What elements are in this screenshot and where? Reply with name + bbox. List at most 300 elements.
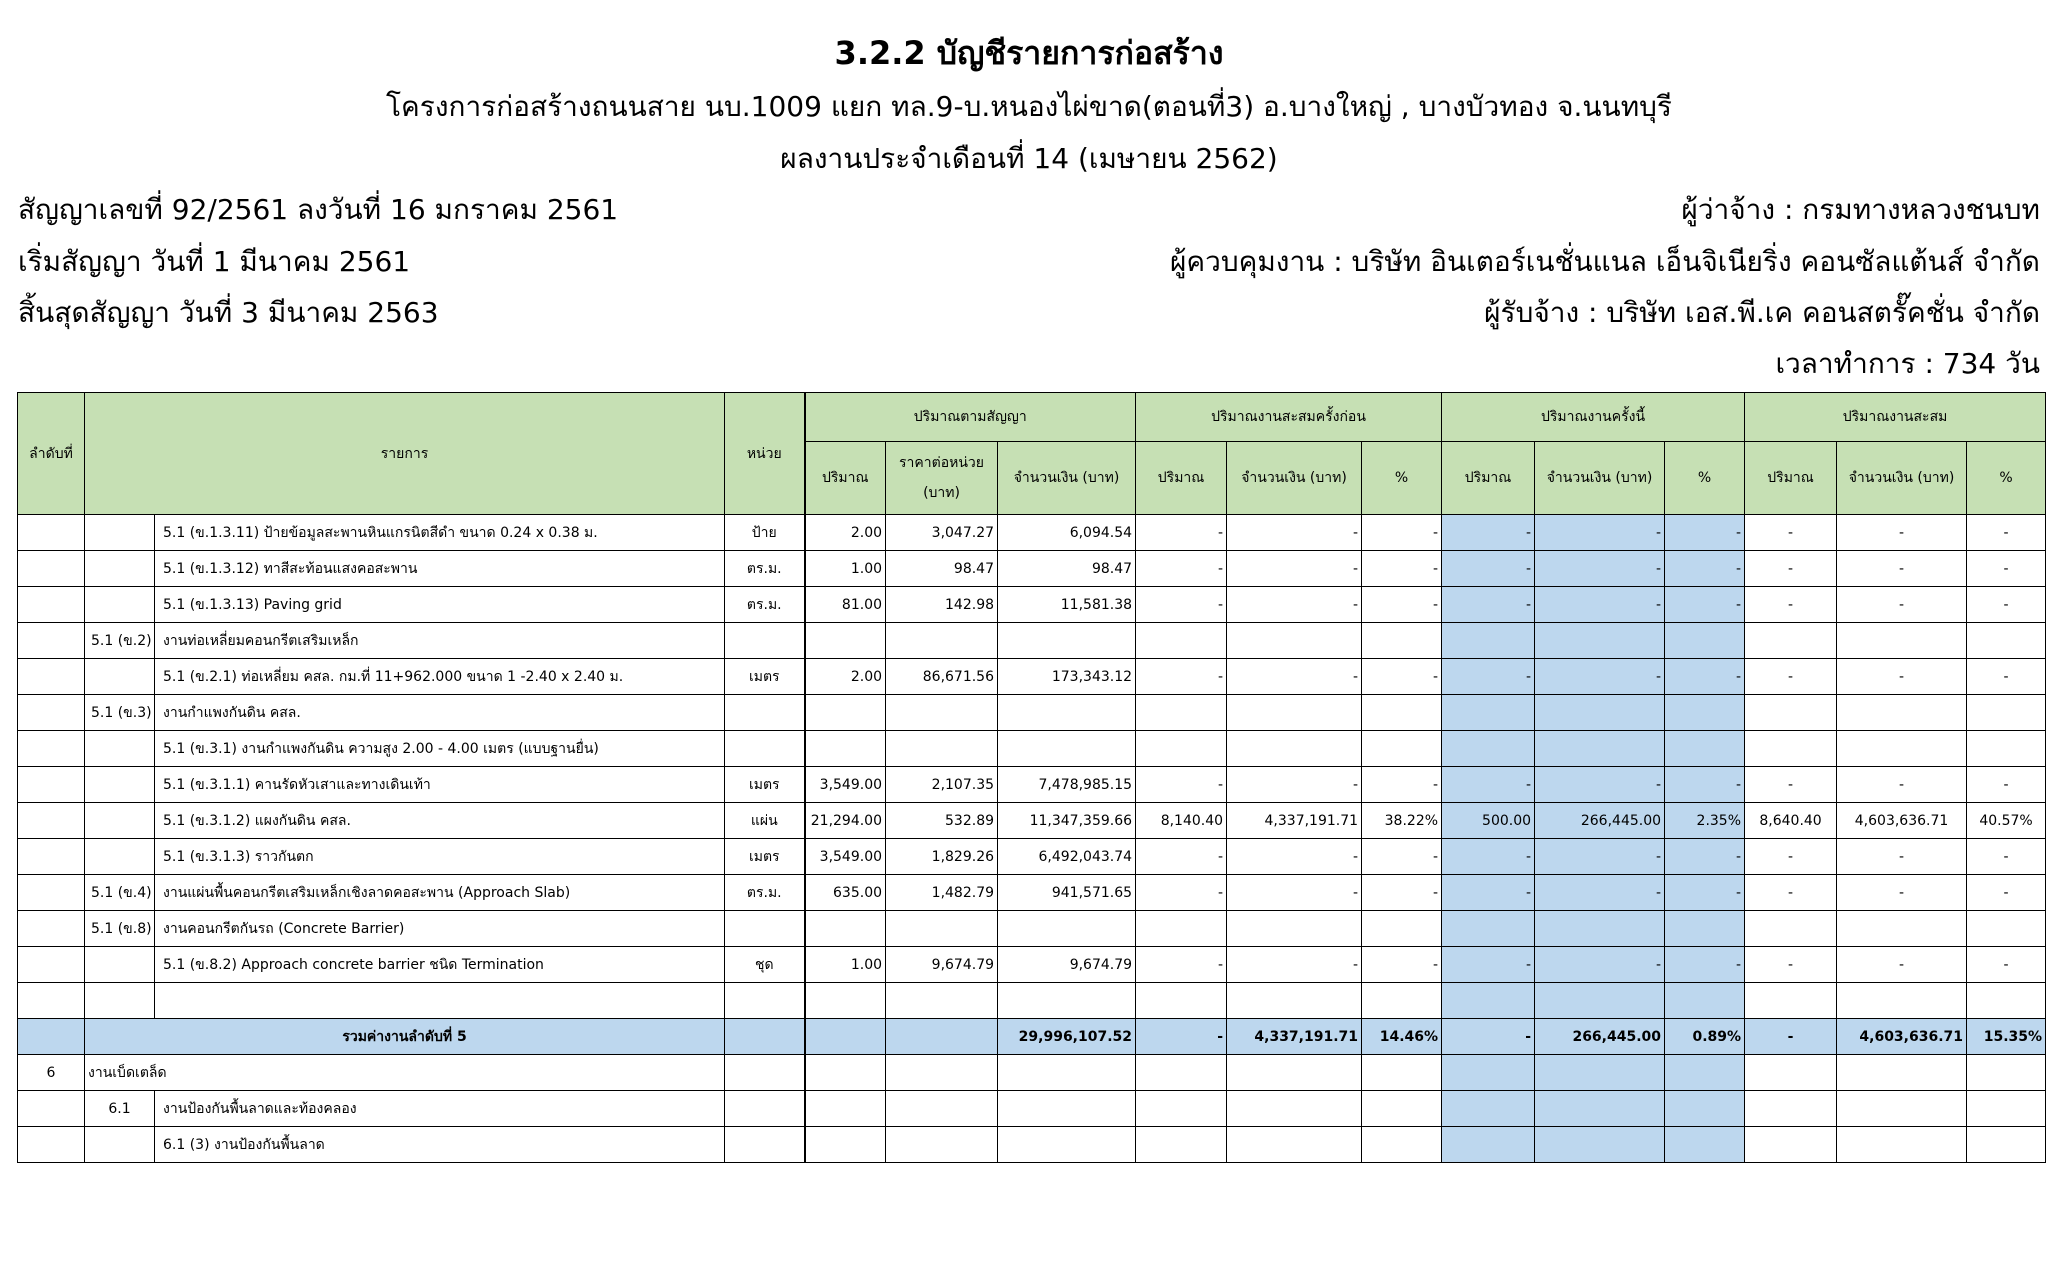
row-description: งานป้องกันพื้นลาดและท้องคลอง: [155, 1091, 725, 1127]
row-contract-qty: [805, 911, 886, 947]
row-prev-amount: -: [1227, 551, 1362, 587]
row-cell: [1442, 1055, 1535, 1091]
row-description: 5.1 (ข.8.2) Approach concrete barrier ชนิด Termination: [155, 947, 725, 983]
row-prev-qty: -: [1136, 875, 1227, 911]
row-description: [155, 983, 725, 1019]
row-this-amount: -: [1535, 551, 1665, 587]
col-group-cumulative: ปริมาณงานสะสม: [1745, 393, 2046, 442]
row-cum-amount: -: [1837, 839, 1967, 875]
row-description: 5.1 (ข.3.1.3) ราวกันตก: [155, 839, 725, 875]
row-cell: [1442, 1091, 1535, 1127]
row-seq: [18, 659, 85, 695]
row-cell: [1837, 1055, 1967, 1091]
col-prev-pct: %: [1362, 442, 1442, 515]
row-this-amount: -: [1535, 659, 1665, 695]
row-unit-price: 532.89: [886, 803, 998, 839]
row-prev-pct: -: [1362, 659, 1442, 695]
row-description: 5.1 (ข.2.1) ท่อเหลี่ยม คสล. กม.ที่ 11+962.000 ขนาด 1 -2.40 x 2.40 ม.: [155, 659, 725, 695]
row-contract-amount: 173,343.12: [998, 659, 1136, 695]
row-this-pct: [1665, 731, 1745, 767]
row-description: 5.1 (ข.1.3.11) ป้ายข้อมูลสะพานหินแกรนิตสีดำ ขนาด 0.24 x 0.38 ม.: [155, 515, 725, 551]
row-unit: ตร.ม.: [725, 551, 805, 587]
row-description: 5.1 (ข.1.3.12) ทาสีสะท้อนแสงคอสะพาน: [155, 551, 725, 587]
row-this-qty: -: [1442, 875, 1535, 911]
row-cum-amount: [1837, 731, 1967, 767]
total-t-pct: 0.89%: [1665, 1019, 1745, 1055]
row-seq: [18, 767, 85, 803]
row-prev-pct: [1362, 983, 1442, 1019]
row-this-qty: 500.00: [1442, 803, 1535, 839]
row-contract-qty: 2.00: [805, 659, 886, 695]
row-contract-qty: 81.00: [805, 587, 886, 623]
row-unit-price: 2,107.35: [886, 767, 998, 803]
row-unit-price: 1,829.26: [886, 839, 998, 875]
row-cell: [805, 1055, 886, 1091]
row-prev-pct: [1362, 911, 1442, 947]
total-cell: [805, 1019, 886, 1055]
table-row: [18, 515, 2046, 551]
row-description: งานกำแพงกันดิน คสล.: [155, 695, 725, 731]
construction-items-table: [17, 392, 2046, 1163]
row-cum-pct: -: [1967, 839, 2046, 875]
row-this-pct: -: [1665, 659, 1745, 695]
row-this-qty: [1442, 695, 1535, 731]
row-this-pct: 2.35%: [1665, 803, 1745, 839]
row-cell: [1362, 1055, 1442, 1091]
row-description: 5.1 (ข.3.1.1) คานรัดหัวเสาและทางเดินเท้า: [155, 767, 725, 803]
row-prev-pct: -: [1362, 947, 1442, 983]
row-seq: [18, 587, 85, 623]
table-row: [18, 911, 2046, 947]
row-cum-pct: -: [1967, 587, 2046, 623]
row-seq: [18, 875, 85, 911]
row-prev-amount: 4,337,191.71: [1227, 803, 1362, 839]
row-unit: แผ่น: [725, 803, 805, 839]
row-contract-amount: [998, 695, 1136, 731]
row-cell: [998, 1055, 1136, 1091]
row-prev-amount: -: [1227, 515, 1362, 551]
row-contract-amount: 11,347,359.66: [998, 803, 1136, 839]
total-amount: 29,996,107.52: [998, 1019, 1136, 1055]
row-contract-qty: 21,294.00: [805, 803, 886, 839]
total-p-amt: 4,337,191.71: [1227, 1019, 1362, 1055]
total-label: รวมค่างานลำดับที่ 5: [85, 1019, 725, 1055]
row-code: 5.1 (ข.2): [85, 623, 155, 659]
row-cell: [1442, 1127, 1535, 1163]
row-cum-pct: [1967, 731, 2046, 767]
row-prev-pct: -: [1362, 587, 1442, 623]
row-contract-amount: 6,094.54: [998, 515, 1136, 551]
row-prev-pct: -: [1362, 839, 1442, 875]
row-contract-qty: [805, 731, 886, 767]
project-name: โครงการก่อสร้างถนนสาย นบ.1009 แยก ทล.9-บ.หนองไผ่ขาด(ตอนที่3) อ.บางใหญ่ , บางบัวทอง จ.นนทบุรี: [386, 90, 1672, 123]
row-description: 6.1 (3) งานป้องกันพื้นลาด: [155, 1127, 725, 1163]
row-code: [85, 803, 155, 839]
row-contract-amount: 7,478,985.15: [998, 767, 1136, 803]
row-unit-price: [886, 983, 998, 1019]
row-cum-qty: -: [1745, 947, 1837, 983]
row-contract-amount: [998, 911, 1136, 947]
row-prev-qty: 8,140.40: [1136, 803, 1227, 839]
row-cell: [805, 1091, 886, 1127]
total-c-amt: 4,603,636.71: [1837, 1019, 1967, 1055]
contract-end: สิ้นสุดสัญญา วันที่ 3 มีนาคม 2563: [18, 296, 439, 329]
row-prev-qty: [1136, 623, 1227, 659]
row-cum-qty: -: [1745, 875, 1837, 911]
row-code: [85, 731, 155, 767]
row-contract-amount: [998, 731, 1136, 767]
row-cum-qty: -: [1745, 515, 1837, 551]
table-row: [18, 983, 2046, 1019]
row-seq: 6: [18, 1055, 85, 1091]
row-this-pct: [1665, 695, 1745, 731]
row-contract-qty: 3,549.00: [805, 767, 886, 803]
row-this-qty: [1442, 911, 1535, 947]
col-contract-qty: ปริมาณ: [805, 442, 886, 515]
col-item-header: รายการ: [85, 393, 725, 515]
row-this-qty: -: [1442, 551, 1535, 587]
row-prev-amount: -: [1227, 839, 1362, 875]
row-seq: [18, 983, 85, 1019]
col-group-this-period: ปริมาณงานครั้งนี้: [1442, 393, 1745, 442]
col-cum-pct: %: [1967, 442, 2046, 515]
row-prev-qty: -: [1136, 659, 1227, 695]
row-cum-qty: [1745, 983, 1837, 1019]
row-this-qty: -: [1442, 587, 1535, 623]
row-description: 5.1 (ข.3.1.2) แผงกันดิน คสล.: [155, 803, 725, 839]
row-unit: ตร.ม.: [725, 875, 805, 911]
row-this-pct: [1665, 623, 1745, 659]
table-row: [18, 803, 2046, 839]
table-row: [18, 1091, 2046, 1127]
row-unit: เมตร: [725, 767, 805, 803]
table-row: [18, 623, 2046, 659]
row-cum-pct: -: [1967, 947, 2046, 983]
contract-start: เริ่มสัญญา วันที่ 1 มีนาคม 2561: [18, 245, 411, 278]
row-contract-qty: 1.00: [805, 947, 886, 983]
supervisor: ผู้ควบคุมงาน : บริษัท อินเตอร์เนชั่นแนล เอ็นจิเนียริ่ง คอนซัลแต้นส์ จำกัด: [1169, 245, 2040, 278]
col-prev-amount: จำนวนเงิน (บาท): [1227, 442, 1362, 515]
col-seq-header: ลำดับที่: [18, 393, 85, 515]
row-cell: [886, 1127, 998, 1163]
row-contract-amount: [998, 623, 1136, 659]
row-unit-price: 3,047.27: [886, 515, 998, 551]
row-this-amount: [1535, 983, 1665, 1019]
row-contract-qty: 635.00: [805, 875, 886, 911]
row-cum-qty: -: [1745, 551, 1837, 587]
row-unit: [725, 983, 805, 1019]
row-cell: [805, 1127, 886, 1163]
row-this-qty: -: [1442, 767, 1535, 803]
row-contract-amount: 98.47: [998, 551, 1136, 587]
row-cum-pct: [1967, 695, 2046, 731]
col-unit-header: หน่วย: [725, 393, 805, 515]
col-contract-amount: จำนวนเงิน (บาท): [998, 442, 1136, 515]
row-cum-pct: -: [1967, 659, 2046, 695]
row-cell: [1362, 1127, 1442, 1163]
row-this-qty: -: [1442, 515, 1535, 551]
row-code: 5.1 (ข.4): [85, 875, 155, 911]
row-this-amount: -: [1535, 947, 1665, 983]
row-cum-pct: -: [1967, 551, 2046, 587]
row-cum-amount: [1837, 983, 1967, 1019]
row-cum-qty: [1745, 911, 1837, 947]
row-seq: [18, 695, 85, 731]
row-prev-qty: -: [1136, 551, 1227, 587]
table-row: [18, 551, 2046, 587]
contract-number: สัญญาเลขที่ 92/2561 ลงวันที่ 16 มกราคม 2561: [18, 193, 619, 226]
row-unit-price: [886, 623, 998, 659]
row-code: 5.1 (ข.3): [85, 695, 155, 731]
row-cell: [998, 1127, 1136, 1163]
total-c-qty: -: [1745, 1019, 1837, 1055]
row-cell: [1745, 1127, 1837, 1163]
row-this-amount: -: [1535, 767, 1665, 803]
row-seq: [18, 911, 85, 947]
row-this-pct: -: [1665, 551, 1745, 587]
row-this-amount: [1535, 623, 1665, 659]
row-contract-qty: 2.00: [805, 515, 886, 551]
row-contract-amount: 6,492,043.74: [998, 839, 1136, 875]
row-cum-amount: -: [1837, 875, 1967, 911]
total-t-qty: -: [1442, 1019, 1535, 1055]
row-seq: [18, 1127, 85, 1163]
row-cell: [1136, 1091, 1227, 1127]
table-row: [18, 587, 2046, 623]
row-prev-amount: -: [1227, 587, 1362, 623]
row-unit-price: 86,671.56: [886, 659, 998, 695]
row-this-pct: [1665, 911, 1745, 947]
row-contract-qty: [805, 983, 886, 1019]
row-prev-amount: [1227, 731, 1362, 767]
table-row: [18, 1127, 2046, 1163]
row-code: 6.1: [85, 1091, 155, 1127]
row-cell: [725, 1091, 805, 1127]
col-this-pct: %: [1665, 442, 1745, 515]
row-prev-pct: -: [1362, 515, 1442, 551]
row-unit-price: [886, 695, 998, 731]
row-unit: ตร.ม.: [725, 587, 805, 623]
row-cell: [1837, 1127, 1967, 1163]
row-prev-amount: -: [1227, 947, 1362, 983]
row-code: [85, 983, 155, 1019]
row-cum-pct: -: [1967, 875, 2046, 911]
row-code: [85, 587, 155, 623]
row-contract-qty: [805, 695, 886, 731]
row-seq: [18, 515, 85, 551]
row-prev-pct: -: [1362, 767, 1442, 803]
total-cell: [725, 1019, 805, 1055]
row-description: งานคอนกรีตกันรถ (Concrete Barrier): [155, 911, 725, 947]
row-unit: [725, 911, 805, 947]
row-description: งานเบ็ดเตล็ด: [85, 1055, 725, 1091]
row-seq: [18, 623, 85, 659]
row-description: งานแผ่นพื้นคอนกรีตเสริมเหล็กเชิงลาดคอสะพาน (Approach Slab): [155, 875, 725, 911]
row-cum-amount: [1837, 623, 1967, 659]
row-cum-pct: 40.57%: [1967, 803, 2046, 839]
col-cum-amount: จำนวนเงิน (บาท): [1837, 442, 1967, 515]
row-unit-price: 1,482.79: [886, 875, 998, 911]
total-cell: [18, 1019, 85, 1055]
row-contract-amount: 9,674.79: [998, 947, 1136, 983]
row-cell: [1837, 1091, 1967, 1127]
row-contract-amount: 941,571.65: [998, 875, 1136, 911]
row-unit: ป้าย: [725, 515, 805, 551]
row-code: [85, 839, 155, 875]
row-code: [85, 767, 155, 803]
row-cell: [1745, 1091, 1837, 1127]
row-cell: [725, 1055, 805, 1091]
row-cum-qty: [1745, 695, 1837, 731]
row-cum-amount: -: [1837, 587, 1967, 623]
row-cell: [886, 1055, 998, 1091]
row-this-pct: [1665, 983, 1745, 1019]
row-code: [85, 659, 155, 695]
total-p-pct: 14.46%: [1362, 1019, 1442, 1055]
row-unit: ชุด: [725, 947, 805, 983]
row-unit: [725, 623, 805, 659]
row-prev-qty: -: [1136, 515, 1227, 551]
col-cum-qty: ปริมาณ: [1745, 442, 1837, 515]
row-cum-amount: -: [1837, 659, 1967, 695]
row-cum-qty: [1745, 623, 1837, 659]
row-seq: [18, 1091, 85, 1127]
row-code: [85, 1127, 155, 1163]
row-prev-amount: -: [1227, 767, 1362, 803]
row-seq: [18, 839, 85, 875]
row-cell: [1967, 1055, 2046, 1091]
row-cum-amount: [1837, 695, 1967, 731]
row-contract-qty: 3,549.00: [805, 839, 886, 875]
row-cum-pct: [1967, 623, 2046, 659]
row-description: งานท่อเหลี่ยมคอนกรีตเสริมเหล็ก: [155, 623, 725, 659]
contractor: ผู้รับจ้าง : บริษัท เอส.พี.เค คอนสตรั๊คชั่น จำกัด: [1484, 296, 2040, 329]
row-unit-price: [886, 911, 998, 947]
row-this-qty: [1442, 731, 1535, 767]
row-cum-pct: -: [1967, 767, 2046, 803]
row-cum-qty: 8,640.40: [1745, 803, 1837, 839]
table-row: [18, 947, 2046, 983]
work-duration: เวลาทำการ : 734 วัน: [1775, 347, 2040, 380]
row-prev-amount: [1227, 911, 1362, 947]
row-this-amount: -: [1535, 587, 1665, 623]
row-prev-pct: -: [1362, 551, 1442, 587]
row-unit-price: 142.98: [886, 587, 998, 623]
col-prev-qty: ปริมาณ: [1136, 442, 1227, 515]
row-unit-price: 9,674.79: [886, 947, 998, 983]
row-cum-pct: [1967, 983, 2046, 1019]
row-this-amount: 266,445.00: [1535, 803, 1665, 839]
total-cell: [886, 1019, 998, 1055]
row-cell: [1227, 1091, 1362, 1127]
row-code: [85, 551, 155, 587]
row-this-amount: [1535, 911, 1665, 947]
col-this-qty: ปริมาณ: [1442, 442, 1535, 515]
table-row: [18, 731, 2046, 767]
row-prev-qty: [1136, 911, 1227, 947]
col-group-contract: ปริมาณตามสัญญา: [805, 393, 1136, 442]
row-cell: [1665, 1091, 1745, 1127]
table-row: [18, 695, 2046, 731]
row-cum-amount: -: [1837, 515, 1967, 551]
row-this-qty: [1442, 983, 1535, 1019]
row-this-amount: [1535, 731, 1665, 767]
row-contract-qty: 1.00: [805, 551, 886, 587]
row-prev-qty: -: [1136, 839, 1227, 875]
row-cell: [998, 1091, 1136, 1127]
row-cell: [1967, 1091, 2046, 1127]
row-cell: [1535, 1055, 1665, 1091]
report-period: ผลงานประจำเดือนที่ 14 (เมษายน 2562): [780, 142, 1278, 175]
row-cell: [1665, 1127, 1745, 1163]
row-seq: [18, 731, 85, 767]
row-cum-amount: 4,603,636.71: [1837, 803, 1967, 839]
col-group-prev-cumulative: ปริมาณงานสะสมครั้งก่อน: [1136, 393, 1442, 442]
row-cell: [725, 1127, 805, 1163]
row-prev-amount: [1227, 983, 1362, 1019]
row-contract-qty: [805, 623, 886, 659]
row-cum-pct: -: [1967, 515, 2046, 551]
row-prev-amount: [1227, 695, 1362, 731]
row-cum-qty: -: [1745, 767, 1837, 803]
row-cell: [1967, 1127, 2046, 1163]
row-cell: [886, 1091, 998, 1127]
row-this-pct: -: [1665, 839, 1745, 875]
row-this-amount: -: [1535, 839, 1665, 875]
row-this-qty: -: [1442, 839, 1535, 875]
row-this-amount: [1535, 695, 1665, 731]
row-description: 5.1 (ข.1.3.13) Paving grid: [155, 587, 725, 623]
row-prev-amount: [1227, 623, 1362, 659]
row-seq: [18, 551, 85, 587]
row-prev-pct: -: [1362, 875, 1442, 911]
total-t-amt: 266,445.00: [1535, 1019, 1665, 1055]
row-this-amount: -: [1535, 875, 1665, 911]
total-row: [18, 1019, 2046, 1055]
row-this-pct: -: [1665, 767, 1745, 803]
total-c-pct: 15.35%: [1967, 1019, 2046, 1055]
row-description: 5.1 (ข.3.1) งานกำแพงกันดิน ความสูง 2.00 - 4.00 เมตร (แบบฐานยื่น): [155, 731, 725, 767]
row-prev-pct: [1362, 731, 1442, 767]
row-unit-price: [886, 731, 998, 767]
row-this-qty: [1442, 623, 1535, 659]
table-row: [18, 875, 2046, 911]
table-row: [18, 1055, 2046, 1091]
row-prev-qty: [1136, 731, 1227, 767]
row-cell: [1535, 1091, 1665, 1127]
row-code: [85, 515, 155, 551]
table-row: [18, 659, 2046, 695]
row-cum-qty: -: [1745, 659, 1837, 695]
row-prev-pct: 38.22%: [1362, 803, 1442, 839]
row-code: 5.1 (ข.8): [85, 911, 155, 947]
row-prev-pct: [1362, 695, 1442, 731]
row-prev-qty: [1136, 983, 1227, 1019]
row-prev-amount: -: [1227, 659, 1362, 695]
row-unit: เมตร: [725, 839, 805, 875]
row-this-pct: -: [1665, 587, 1745, 623]
row-cum-amount: [1837, 911, 1967, 947]
row-contract-amount: [998, 983, 1136, 1019]
row-cell: [1227, 1127, 1362, 1163]
row-unit: เมตร: [725, 659, 805, 695]
row-this-qty: -: [1442, 659, 1535, 695]
row-seq: [18, 947, 85, 983]
row-prev-qty: -: [1136, 767, 1227, 803]
row-code: [85, 947, 155, 983]
row-cum-amount: -: [1837, 767, 1967, 803]
row-cell: [1665, 1055, 1745, 1091]
